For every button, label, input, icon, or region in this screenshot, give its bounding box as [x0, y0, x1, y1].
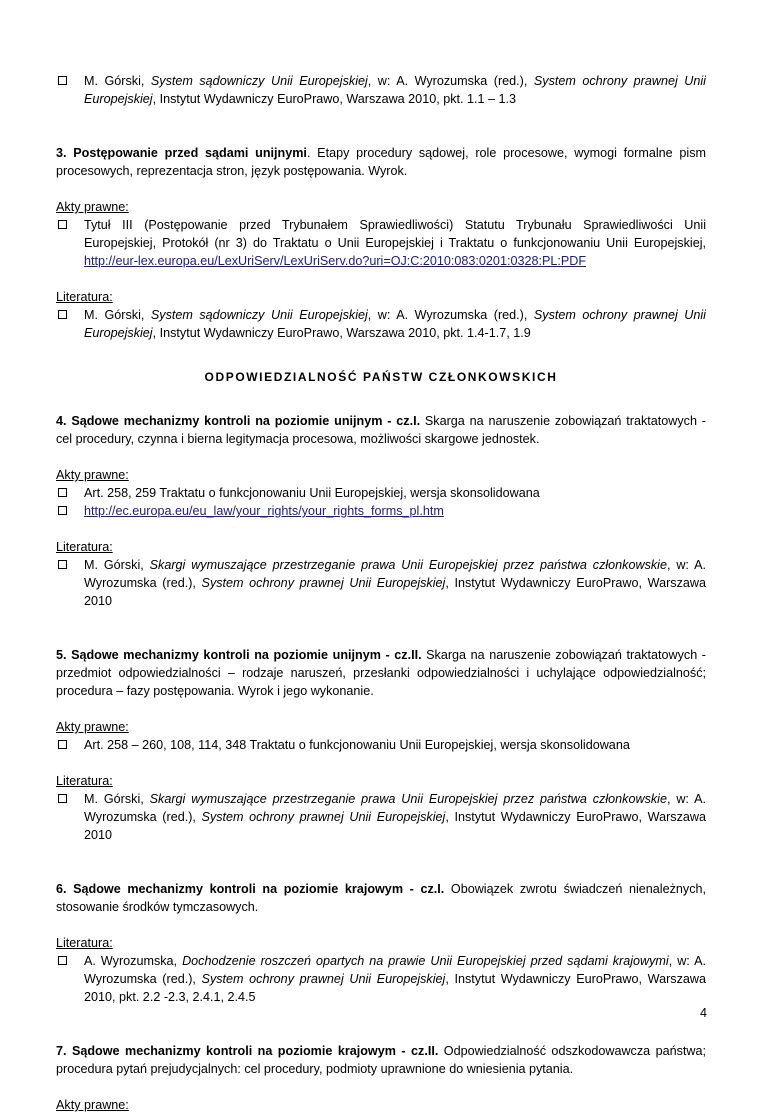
page-number: 4 [700, 1006, 708, 1020]
editor: , w: A. Wyrozumska (red.), [367, 308, 534, 322]
literature-item [56, 306, 706, 342]
literature-label: Literatura: [56, 936, 113, 950]
literature-item [56, 72, 706, 108]
author: M. Górski, [84, 308, 151, 322]
bullet-icon [58, 560, 67, 569]
bullet-icon [58, 794, 67, 803]
acts-label: Akty prawne: [56, 468, 129, 482]
section-heading: 4. Sądowe mechanizmy kontroli na poziomie unijnym - cz.I. [56, 414, 421, 428]
title: Dochodzenie roszczeń opartych na prawie Unii Europejskiej przed sądami krajowymi [182, 954, 669, 968]
title: System sądowniczy Unii Europejskiej [150, 308, 368, 322]
title: Skargi wymuszające przestrzeganie prawa Unii Europejskiej przez państwa członkowskie [149, 792, 667, 806]
bullet-icon [58, 740, 67, 749]
author: A. Wyrozumska, [84, 954, 183, 968]
section-4 [56, 412, 706, 448]
literature-item [56, 790, 706, 844]
acts-label: Akty prawne: [56, 200, 129, 214]
publisher: , Instytut Wydawniczy EuroPrawo, Warszawa 2010, pkt. 1.4-1.7, 1.9 [152, 326, 531, 340]
editor: , w: A. Wyrozumska (red.), [367, 74, 534, 88]
author: M. Górski, [84, 558, 150, 572]
book-title: System ochrony prawnej Unii Europejskiej [201, 576, 446, 590]
bullet-icon [58, 956, 67, 965]
editor: , w: A. Wyrozumska (red.), [84, 792, 707, 824]
literature-label: Literatura: [56, 540, 113, 554]
section-5 [56, 646, 706, 700]
act-link[interactable]: http://eur-lex.europa.eu/LexUriServ/LexUriServ.do?uri=OJ:C:2010:083:0201:0328:PL:PDF [84, 254, 587, 268]
section-heading: 3. Postępowanie przed sądami unijnymi [56, 146, 307, 160]
act-text: Art. 258, 259 Traktatu o funkcjonowaniu Unii Europejskiej, wersja skonsolidowana [84, 486, 540, 500]
act-item [56, 216, 706, 270]
publisher: , Instytut Wydawniczy EuroPrawo, Warszawa 2010 [84, 576, 706, 608]
publisher: , Instytut Wydawniczy EuroPrawo, Warszawa 2010, pkt. 2.2 -2.3, 2.4.1, 2.4.5 [84, 972, 706, 1004]
bullet-icon [58, 220, 67, 229]
publisher: , Instytut Wydawniczy EuroPrawo, Warszawa 2010, pkt. 1.1 – 1.3 [152, 92, 517, 106]
author: M. Górski, [84, 74, 151, 88]
act-text: Tytuł III (Postępowanie przed Trybunałem Sprawiedliwości) Statutu Trybunału Sprawiedliwości Unii Europejskiej, Protokół (nr 3) do Traktatu o Unii Europejskiej i Traktatu o funkcjonowaniu Unii Europejskiej, [84, 218, 706, 250]
section-text: Skarga na naruszenie zobowiązań traktatowych - cel procedury, czynna i bierna legitymacja procesowa, możliwości skargowe jednostek. [56, 414, 706, 446]
book-title: System ochrony prawnej Unii Europejskiej [84, 308, 706, 340]
section-heading: 6. Sądowe mechanizmy kontroli na poziomie krajowym - cz.I. [56, 882, 445, 896]
section-text: Obowiązek zwrotu świadczeń nienależnych, stosowanie środków tymczasowych. [56, 882, 707, 914]
section-heading: 5. Sądowe mechanizmy kontroli na poziomie unijnym - cz.II. [56, 648, 422, 662]
section-3 [56, 144, 706, 180]
chapter-heading: ODPOWIEDZIALNOŚĆ PAŃSTW CZŁONKOWSKICH [204, 370, 558, 384]
book-title: System ochrony prawnej Unii Europejskiej [201, 972, 446, 986]
editor: , w: A. Wyrozumska (red.), [84, 954, 707, 986]
section-heading: 7. Sądowe mechanizmy kontroli na poziomie krajowym - cz.II. [56, 1044, 439, 1058]
literature-label: Literatura: [56, 290, 113, 304]
literature-item [56, 952, 706, 1006]
publisher: , Instytut Wydawniczy EuroPrawo, Warszawa 2010 [84, 810, 706, 842]
acts-label: Akty prawne: [56, 720, 129, 734]
act-item [56, 736, 706, 754]
book-title: System ochrony prawnej Unii Europejskiej [84, 74, 706, 106]
literature-item [56, 556, 706, 610]
title: Skargi wymuszające przestrzeganie prawa Unii Europejskiej przez państwa członkowskie [149, 558, 667, 572]
section-6 [56, 880, 706, 916]
act-text: Art. 258 – 260, 108, 114, 348 Traktatu o funkcjonowaniu Unii Europejskiej, wersja skonsolidowana [84, 738, 630, 752]
bullet-icon [58, 310, 67, 319]
document-page [56, 72, 706, 1114]
bullet-icon [58, 506, 67, 515]
act-item [56, 502, 706, 520]
title: System sądowniczy Unii Europejskiej [150, 74, 368, 88]
act-link[interactable]: http://ec.europa.eu/eu_law/your_rights/your_rights_forms_pl.htm [84, 504, 444, 518]
bullet-icon [58, 76, 67, 85]
section-7 [56, 1042, 706, 1078]
editor: , w: A. Wyrozumska (red.), [84, 558, 707, 590]
book-title: System ochrony prawnej Unii Europejskiej [201, 810, 446, 824]
acts-label: Akty prawne: [56, 1098, 129, 1112]
act-item [56, 484, 706, 502]
section-text: Odpowiedzialność odszkodowawcza państwa; procedura pytań prejudycjalnych: cel procedury, podmioty uprawnione do wniesienia pytania. [56, 1044, 706, 1076]
literature-label: Literatura: [56, 774, 113, 788]
bullet-icon [58, 488, 67, 497]
section-text: Skarga na naruszenie zobowiązań traktatowych - przedmiot odpowiedzialności – rodzaje naruszeń, przesłanki odpowiedzialności i uchylające odpowiedzialność; procedura – fazy postępowania. Wyrok i jego wykonanie. [56, 648, 706, 698]
section-text: . Etapy procedury sądowej, role procesowe, wymogi formalne pism procesowych, reprezentacja stron, język postępowania. Wyrok. [56, 146, 706, 178]
author: M. Górski, [84, 792, 150, 806]
